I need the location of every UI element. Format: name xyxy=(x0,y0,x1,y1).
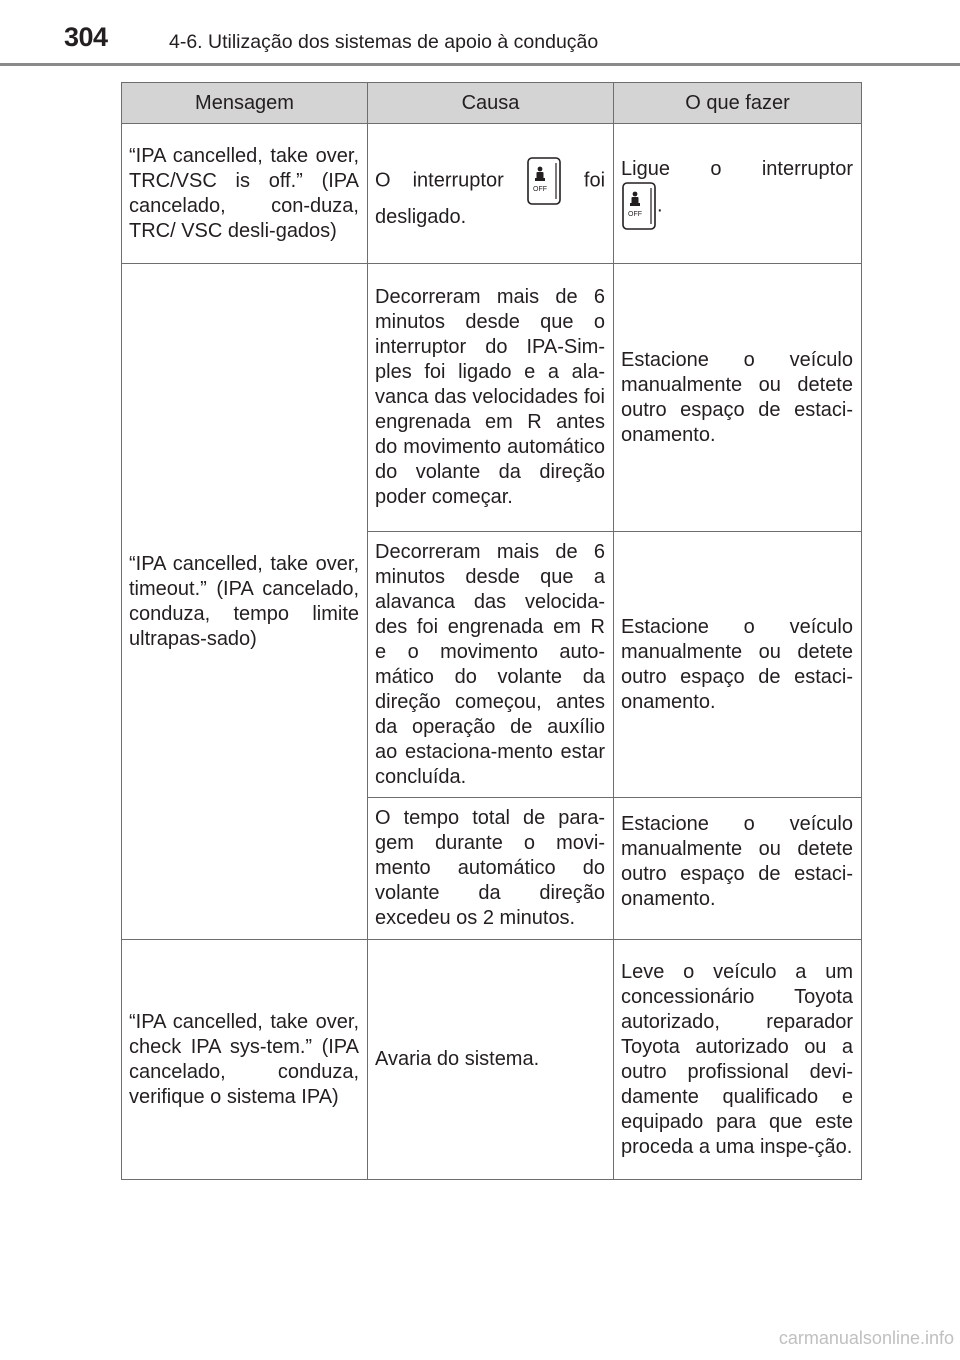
cause-cell: Decorreram mais de 6 minutos desde que a alavanca das velocida-des foi engrenada em R e o movimento auto-mático do volante da direção começou, antes da operação de auxílio ao estaciona-mento estar concluída. xyxy=(368,532,614,798)
icon-off-label: OFF xyxy=(628,211,642,218)
table-row xyxy=(122,124,862,264)
action-cell: Leve o veículo a um concessionário Toyota autorizado, reparador Toyota autorizado ou a outro profissional devi-damente qualificado e equipado para que este proceda a uma inspe-ção. xyxy=(614,940,862,1180)
ipa-switch-off-icon xyxy=(621,182,657,230)
header-divider xyxy=(0,63,960,66)
action-cell: Estacione o veículo manualmente ou detete outro espaço de estaci-onamento. xyxy=(614,532,862,798)
chapter-title: 4-6. Utilização dos sistemas de apoio à condução xyxy=(169,31,599,53)
column-header-mensagem: Mensagem xyxy=(122,83,368,124)
cause-text: O interruptor xyxy=(375,169,504,192)
column-header-causa: Causa xyxy=(368,83,614,124)
ipa-switch-off-icon xyxy=(526,157,562,205)
table-header-row xyxy=(122,83,862,124)
cause-cell: Avaria do sistema. xyxy=(368,940,614,1180)
message-cell: “IPA cancelled, take over, check IPA sys-tem.” (IPA cancelado, conduza, verifique o sistema IPA) xyxy=(122,940,368,1180)
cause-cell: Decorreram mais de 6 minutos desde que o interruptor do IPA-Sim-ples foi ligado e a ala-vanca das velocidades foi engrenada em R antes do movimento automático do volante da direção poder começar. xyxy=(368,264,614,532)
message-table xyxy=(121,82,862,1180)
action-cell xyxy=(614,124,862,264)
cause-text: foi xyxy=(583,169,606,192)
column-header-o-que-fazer: O que fazer xyxy=(614,83,862,124)
message-cell: “IPA cancelled, take over, TRC/VSC is off.” (IPA cancelado, con-duza, TRC/ VSC desli-gados) xyxy=(122,124,368,264)
icon-off-label: OFF xyxy=(532,186,547,193)
action-text: Ligue o interruptor xyxy=(621,158,853,180)
message-cell: “IPA cancelled, take over, timeout.” (IPA cancelado, conduza, tempo limite ultrapas-sado) xyxy=(122,264,368,940)
watermark: carmanualsonline.info xyxy=(778,1328,954,1348)
action-line xyxy=(621,182,853,230)
cause-cell: O tempo total de para-gem durante o movi-mento automático do volante da direção excedeu os 2 minutos. xyxy=(368,798,614,940)
cause-cell xyxy=(368,124,614,264)
action-cell: Estacione o veículo manualmente ou detete outro espaço de estaci-onamento. xyxy=(614,264,862,532)
action-text: . xyxy=(657,194,663,217)
table-row xyxy=(122,940,862,1180)
action-cell: Estacione o veículo manualmente ou detete outro espaço de estaci-onamento. xyxy=(614,798,862,940)
cause-text: desligado. xyxy=(375,206,467,228)
page-number: 304 xyxy=(64,22,108,52)
table-row xyxy=(122,264,862,532)
page-header xyxy=(0,0,960,70)
cause-line xyxy=(375,157,605,205)
